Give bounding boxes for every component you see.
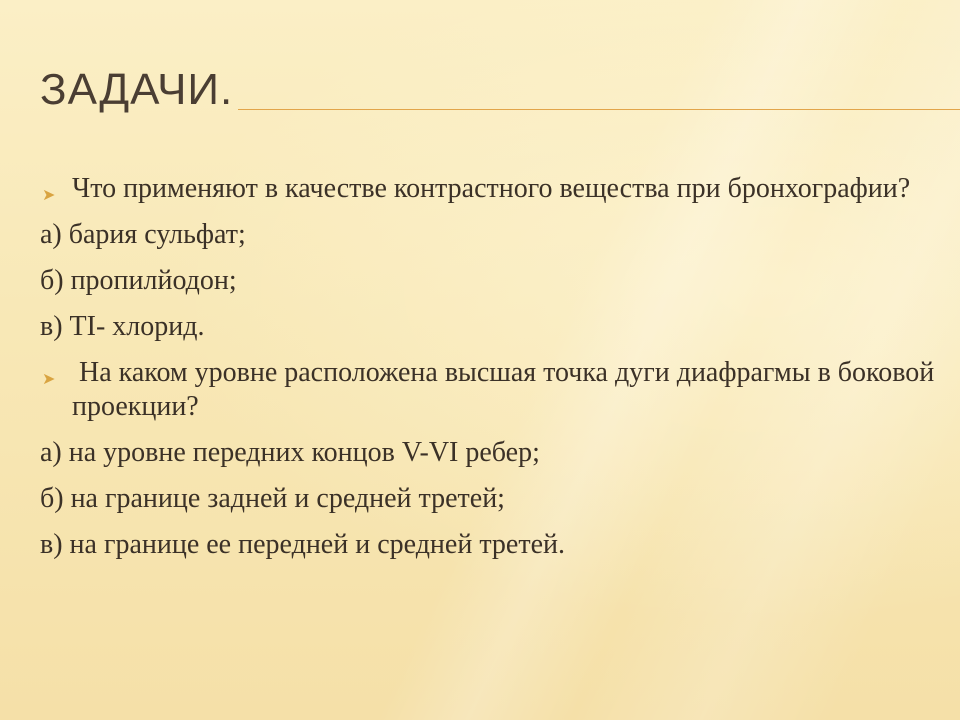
answer-2b: б) на границе задней и средней третей;: [40, 483, 505, 514]
answer-1b: б) пропилйодон;: [40, 265, 237, 296]
question-1-text: Что применяют в качестве контрастного вещества при бронхографии?: [72, 173, 911, 204]
slide-content: [40, 172, 940, 562]
answer-2a: а) на уровне передних концов V-VI ребер;: [40, 437, 540, 468]
slide-title: ЗАДАЧИ.: [40, 65, 234, 114]
question-1: [40, 172, 940, 206]
answer-1a: а) бария сульфат;: [40, 219, 246, 250]
question-2-text: На каком уровне расположена высшая точка дуги диафрагмы в боковой проекции?: [72, 357, 942, 422]
arrowhead-bullet-icon: ➤: [42, 185, 56, 204]
arrowhead-bullet-icon: ➤: [42, 369, 56, 388]
question-2: [40, 356, 940, 424]
answer-1c: в) TI- хлорид.: [40, 311, 205, 342]
answer-2c: в) на границе ее передней и средней третей.: [40, 529, 565, 560]
title-underline: [238, 109, 960, 110]
